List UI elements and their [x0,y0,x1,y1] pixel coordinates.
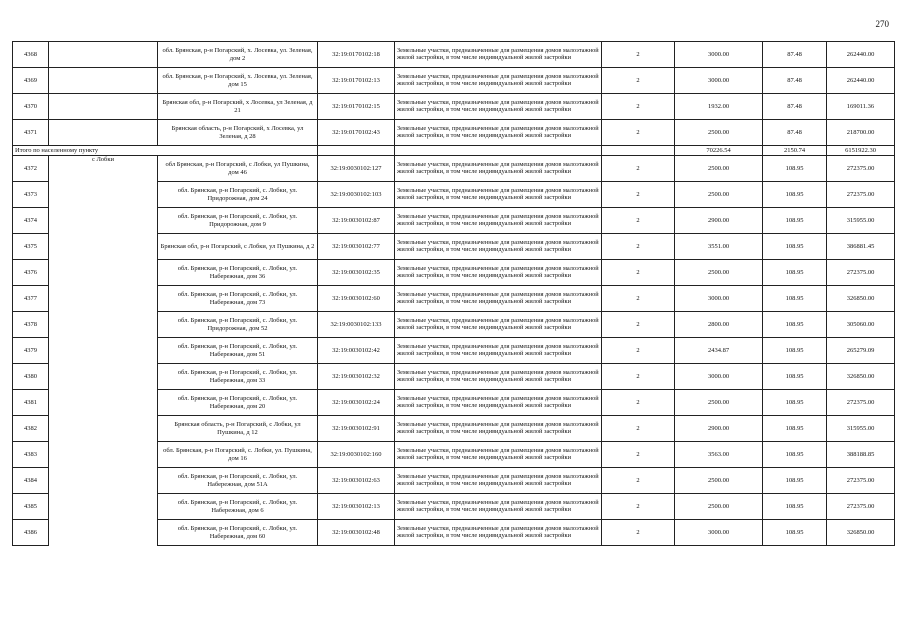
cadastral-number: 32:19:0170102:18 [318,42,395,68]
land-use-description: Земельные участки, предназначенные для размещения домов малоэтажной жилой застройки, в том числе индивидуальной жилой застройки [395,68,602,94]
category-cell: 2 [602,442,675,468]
cadastral-number: 32:19:0030102:13 [318,494,395,520]
category-cell: 2 [602,208,675,234]
rate-cell: 87.48 [763,94,827,120]
subtotal-label: Итого по населенному пункту [13,146,318,156]
cadastral-number: 32:19:0030102:127 [318,156,395,182]
settlement-cell [49,120,158,146]
record-number: 4377 [13,286,49,312]
subtotal-empty-cadastral [318,146,395,156]
cadastral-value: 262440.00 [827,42,895,68]
land-use-description: Земельные участки, предназначенные для размещения домов малоэтажной жилой застройки, в том числе индивидуальной жилой застройки [395,390,602,416]
land-use-description: Земельные участки, предназначенные для размещения домов малоэтажной жилой застройки, в том числе индивидуальной жилой застройки [395,94,602,120]
cadastral-number: 32:19:0170102:13 [318,68,395,94]
rate-cell: 108.95 [763,156,827,182]
rate-cell: 87.48 [763,120,827,146]
land-use-description: Земельные участки, предназначенные для размещения домов малоэтажной жилой застройки, в том числе индивидуальной жилой застройки [395,182,602,208]
land-use-description: Земельные участки, предназначенные для размещения домов малоэтажной жилой застройки, в том числе индивидуальной жилой застройки [395,120,602,146]
address-cell: Брянская обл, р-н Погарский, х Лосевка, ул Зеленая, д 21 [158,94,318,120]
category-cell: 2 [602,234,675,260]
land-use-description: Земельные участки, предназначенные для размещения домов малоэтажной жилой застройки, в том числе индивидуальной жилой застройки [395,364,602,390]
rate-cell: 108.95 [763,286,827,312]
address-cell: обл. Брянская, р-н Погарский, с. Лобки, ул. Набережная, дом 73 [158,286,318,312]
cadastral-value: 272375.00 [827,468,895,494]
land-use-description: Земельные участки, предназначенные для размещения домов малоэтажной жилой застройки, в том числе индивидуальной жилой застройки [395,520,602,546]
rate-cell: 87.48 [763,42,827,68]
record-number: 4374 [13,208,49,234]
page-number: 270 [875,19,889,29]
area-cell: 2500.00 [675,260,763,286]
land-registry-table [12,41,895,546]
cadastral-number: 32:19:0030102:42 [318,338,395,364]
address-cell: Брянская обл, р-н Погарский, с Лобки, ул Пушкина, д 2 [158,234,318,260]
address-cell: обл. Брянская, р-н Погарский, с. Лобки, ул. Набережная, дом 51 [158,338,318,364]
category-cell: 2 [602,520,675,546]
cadastral-number: 32:19:0030102:60 [318,286,395,312]
area-cell: 2500.00 [675,120,763,146]
cadastral-value: 218700.00 [827,120,895,146]
subtotal-row [13,146,895,156]
area-cell: 2800.00 [675,312,763,338]
area-cell: 2500.00 [675,156,763,182]
cadastral-value: 315955.00 [827,208,895,234]
settlement-cell [49,94,158,120]
settlement-name: с Лобки [49,156,158,546]
address-cell: обл. Брянская, р-н Погарский, х. Лосевка, ул. Зеленая, дом 2 [158,42,318,68]
category-cell: 2 [602,338,675,364]
record-number: 4368 [13,42,49,68]
category-cell: 2 [602,68,675,94]
area-cell: 3000.00 [675,520,763,546]
land-use-description: Земельные участки, предназначенные для размещения домов малоэтажной жилой застройки, в том числе индивидуальной жилой застройки [395,260,602,286]
subtotal-empty-use [395,146,602,156]
area-cell: 2500.00 [675,468,763,494]
cadastral-number: 32:19:0030102:160 [318,442,395,468]
record-number: 4380 [13,364,49,390]
land-use-description: Земельные участки, предназначенные для размещения домов малоэтажной жилой застройки, в том числе индивидуальной жилой застройки [395,208,602,234]
subtotal-value: 6151922.30 [827,146,895,156]
record-number: 4383 [13,442,49,468]
category-cell: 2 [602,42,675,68]
area-cell: 2900.00 [675,416,763,442]
table-body-subtotal [13,146,895,156]
rate-cell: 108.95 [763,416,827,442]
address-cell: обл. Брянская, р-н Погарский, х. Лосевка, ул. Зеленая, дом 15 [158,68,318,94]
area-cell: 3551.00 [675,234,763,260]
cadastral-value: 326850.00 [827,286,895,312]
cadastral-number: 32:19:0030102:63 [318,468,395,494]
land-use-description: Земельные участки, предназначенные для размещения домов малоэтажной жилой застройки, в том числе индивидуальной жилой застройки [395,286,602,312]
land-use-description: Земельные участки, предназначенные для размещения домов малоэтажной жилой застройки, в том числе индивидуальной жилой застройки [395,234,602,260]
land-use-description: Земельные участки, предназначенные для размещения домов малоэтажной жилой застройки, в том числе индивидуальной жилой застройки [395,42,602,68]
category-cell: 2 [602,468,675,494]
area-cell: 2900.00 [675,208,763,234]
address-cell: обл. Брянская, р-н Погарский, с. Лобки, ул. Набережная, дом 6 [158,494,318,520]
table-body-group-1 [13,42,895,146]
settlement-cell [49,68,158,94]
record-number: 4384 [13,468,49,494]
category-cell: 2 [602,156,675,182]
area-cell: 3000.00 [675,68,763,94]
category-cell: 2 [602,286,675,312]
category-cell: 2 [602,416,675,442]
address-cell: обл. Брянская, р-н Погарский, с. Лобки, ул. Набережная, дом 60 [158,520,318,546]
cadastral-value: 272375.00 [827,390,895,416]
table-row [13,156,895,182]
address-cell: Брянская область, р-н Погарский, с Лобки, ул Пушкина, д 12 [158,416,318,442]
category-cell: 2 [602,182,675,208]
table-row [13,42,895,68]
area-cell: 3563.00 [675,442,763,468]
cadastral-value: 262440.00 [827,68,895,94]
cadastral-number: 32:19:0030102:48 [318,520,395,546]
cadastral-value: 272375.00 [827,182,895,208]
cadastral-value: 272375.00 [827,260,895,286]
address-cell: обл. Брянская, р-н Погарский, с. Лобки, ул. Набережная, дом 33 [158,364,318,390]
cadastral-number: 32:19:0030102:103 [318,182,395,208]
cadastral-value: 265279.09 [827,338,895,364]
rate-cell: 108.95 [763,494,827,520]
rate-cell: 108.95 [763,364,827,390]
rate-cell: 108.95 [763,390,827,416]
table-row [13,94,895,120]
address-cell: обл. Брянская, р-н Погарский, с. Лобки, ул. Придорожная, дом 24 [158,182,318,208]
cadastral-value: 388188.85 [827,442,895,468]
address-cell: обл. Брянская, р-н Погарский, с. Лобки, ул. Набережная, дом 51А [158,468,318,494]
area-cell: 3000.00 [675,364,763,390]
cadastral-number: 32:19:0170102:15 [318,94,395,120]
land-use-description: Земельные участки, предназначенные для размещения домов малоэтажной жилой застройки, в том числе индивидуальной жилой застройки [395,338,602,364]
record-number: 4382 [13,416,49,442]
cadastral-value: 272375.00 [827,494,895,520]
rate-cell: 87.48 [763,68,827,94]
area-cell: 2434.87 [675,338,763,364]
cadastral-number: 32:19:0030102:32 [318,364,395,390]
subtotal-area: 70226.54 [675,146,763,156]
area-cell: 3000.00 [675,286,763,312]
cadastral-value: 272375.00 [827,156,895,182]
cadastral-number: 32:19:0030102:35 [318,260,395,286]
cadastral-number: 32:19:0030102:77 [318,234,395,260]
subtotal-rate: 2150.74 [763,146,827,156]
record-number: 4376 [13,260,49,286]
rate-cell: 108.95 [763,182,827,208]
category-cell: 2 [602,494,675,520]
cadastral-value: 169011.36 [827,94,895,120]
address-cell: обл. Брянская, р-н Погарский, с. Лобки, ул. Придорожная, дом 52 [158,312,318,338]
table-row [13,68,895,94]
land-use-description: Земельные участки, предназначенные для размещения домов малоэтажной жилой застройки, в том числе индивидуальной жилой застройки [395,494,602,520]
address-cell: обл Брянская, р-н Погарский, с Лобки, ул Пушкина, дом 46 [158,156,318,182]
land-use-description: Земельные участки, предназначенные для размещения домов малоэтажной жилой застройки, в том числе индивидуальной жилой застройки [395,442,602,468]
area-cell: 2500.00 [675,390,763,416]
record-number: 4378 [13,312,49,338]
land-use-description: Земельные участки, предназначенные для размещения домов малоэтажной жилой застройки, в том числе индивидуальной жилой застройки [395,416,602,442]
cadastral-number: 32:19:0030102:91 [318,416,395,442]
address-cell: обл. Брянская, р-н Погарский, с. Лобки, ул. Набережная, дом 36 [158,260,318,286]
address-cell: обл. Брянская, р-н Погарский, с. Лобки, ул. Набережная, дом 20 [158,390,318,416]
cadastral-number: 32:19:0030102:24 [318,390,395,416]
record-number: 4369 [13,68,49,94]
rate-cell: 108.95 [763,208,827,234]
rate-cell: 108.95 [763,312,827,338]
land-use-description: Земельные участки, предназначенные для размещения домов малоэтажной жилой застройки, в том числе индивидуальной жилой застройки [395,468,602,494]
rate-cell: 108.95 [763,338,827,364]
table-body-group-2 [13,156,895,546]
land-use-description: Земельные участки, предназначенные для размещения домов малоэтажной жилой застройки, в том числе индивидуальной жилой застройки [395,312,602,338]
address-cell: обл. Брянская, р-н Погарский, с. Лобки, ул. Придорожная, дом 9 [158,208,318,234]
record-number: 4375 [13,234,49,260]
rate-cell: 108.95 [763,234,827,260]
cadastral-number: 32:19:0030102:133 [318,312,395,338]
category-cell: 2 [602,94,675,120]
category-cell: 2 [602,390,675,416]
rate-cell: 108.95 [763,442,827,468]
record-number: 4372 [13,156,49,182]
cadastral-value: 315955.00 [827,416,895,442]
category-cell: 2 [602,120,675,146]
cadastral-value: 386881.45 [827,234,895,260]
address-cell: Брянская область, р-н Погарский, х Лосевка, ул Зеленая, д 28 [158,120,318,146]
category-cell: 2 [602,312,675,338]
record-number: 4379 [13,338,49,364]
address-cell: обл. Брянская, р-н Погарский, с. Лобки, ул. Пушкина, дом 16 [158,442,318,468]
rate-cell: 108.95 [763,468,827,494]
settlement-cell [49,42,158,68]
rate-cell: 108.95 [763,520,827,546]
cadastral-value: 305060.00 [827,312,895,338]
area-cell: 2500.00 [675,494,763,520]
record-number: 4385 [13,494,49,520]
cadastral-value: 326850.00 [827,520,895,546]
record-number: 4371 [13,120,49,146]
cadastral-value: 326850.00 [827,364,895,390]
table-row [13,120,895,146]
record-number: 4381 [13,390,49,416]
area-cell: 1932.00 [675,94,763,120]
area-cell: 3000.00 [675,42,763,68]
record-number: 4386 [13,520,49,546]
category-cell: 2 [602,364,675,390]
record-number: 4370 [13,94,49,120]
category-cell: 2 [602,260,675,286]
cadastral-number: 32:19:0170102:43 [318,120,395,146]
cadastral-number: 32:19:0030102:87 [318,208,395,234]
subtotal-empty-category [602,146,675,156]
area-cell: 2500.00 [675,182,763,208]
rate-cell: 108.95 [763,260,827,286]
land-use-description: Земельные участки, предназначенные для размещения домов малоэтажной жилой застройки, в том числе индивидуальной жилой застройки [395,156,602,182]
record-number: 4373 [13,182,49,208]
